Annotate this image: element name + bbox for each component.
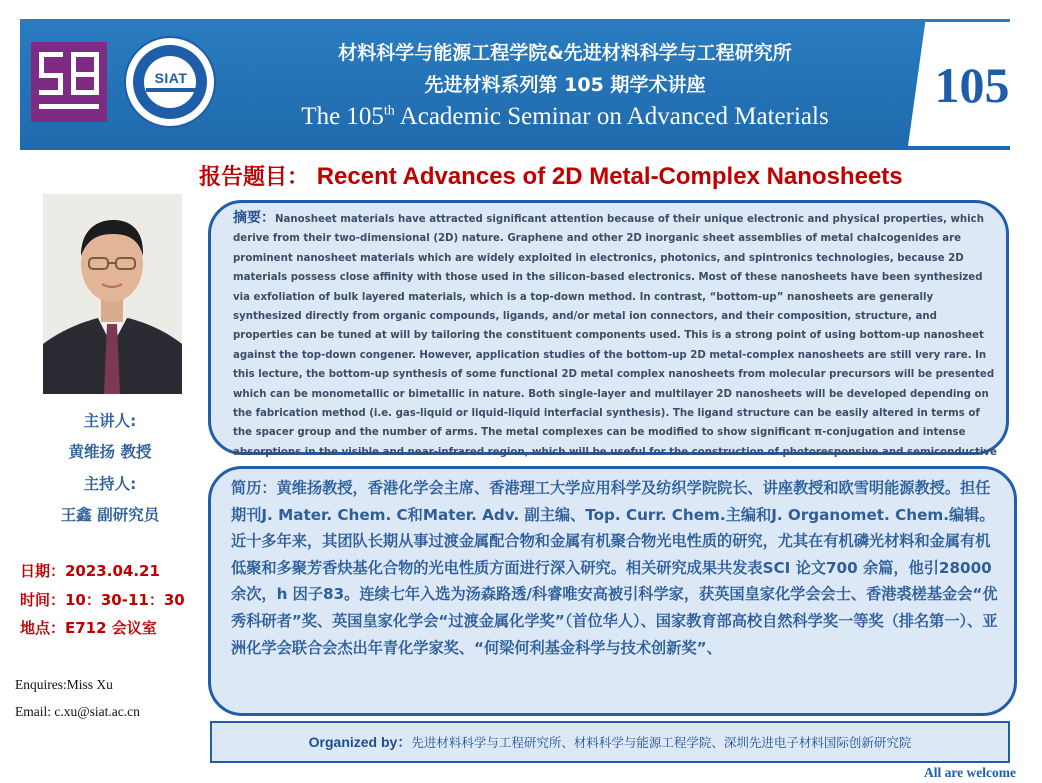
bio-text: 黄维扬教授，香港化学会主席、香港理工大学应用科学及纺织学院院长、讲座教授和欧雪明能源教授。担任期刊J. Mater. Chem. C和Mater. Adv. 副主编、Top. Curr. Chem.主编和J. Organomet. Chem.编辑。近十多年来，其团队长期从事过渡金属配合物和金属有机聚合物光电性质的研究，尤其在有机磷光材料和金属有机低聚和多聚芳香炔基化合物的光电性质方面进行深入研究。相关研究成果共发表SCI 论文700 余篇，他引28000 余次，h 因子83。连续七年入选为汤森路透/科睿唯安高被引科学家，获英国皇家化学会会士、香港裘槎基金会“优秀科研者”奖、英国皇家化学会“过渡金属化学奖”（首位华人）、国家教育部高校自然科学奖一等奖（排名第一）、亚洲化学会联合会杰出年青化学家奖、“何梁何利基金科学与技术创新奖”、 bbox=[231, 479, 998, 657]
enquires-contact: Enquires:Miss Xu bbox=[15, 677, 113, 692]
bio-label: 简历： bbox=[231, 479, 277, 497]
abstract-text: Nanosheet materials have attracted significant attention because of their unique electronic and physical properties, which derive from their two-dimensional (2D) nature. Graphene and other 2D inorganic sheet assemblies of metal chalcogenides are prominent nanosheet materials which are widely exploited in electronics, photonics, and spintronics technologies, because 2D materials possess close affinity with those used in the silicon-based electronics. Most of these nanosheets have been synthesized via exfoliation of bulk layered materials, which is a top-down method. In contrast, “bottom-up” nanosheets are generally synthesized directly from organic compounds, ligands, and/or metal ion connectors, and their composition, structure, and properties can be tuned at will by tailoring the constituent components used. This is a strong point of using bottom-up nanosheet against the top-down congener. However, application studies of the bottom-up 2D metal-complex nanosheets are still very rare. In this lecture, the bottom-up synthesis of some functional 2D metal complex nanosheets from molecular precursors will be presented which can be monometallic or bimetallic in nature. Both single-layer and multilayer 2D nanosheets will be developed depending on the fabrication method (i.e. gas-liquid or liquid-liquid interfacial synthesis). The ligand structure can be easily altered in terms of the spacer group and the number of arms. The metal complexes can be modified to show significant π-conjugation and intense absorptions in the visible and near-infrared region, which will be useful for the construction of photoresponsive and semiconductive bbox=[233, 214, 997, 458]
organizers-text: 先进材料科学与工程研究所、材料科学与能源工程学院、深圳先进电子材料国际创新研究院 bbox=[411, 735, 912, 750]
speaker-photo bbox=[43, 194, 182, 394]
event-date: 日期：2023.04.21 bbox=[20, 562, 160, 580]
host-label: 主持人: bbox=[83, 475, 137, 493]
header-title-en: The 105th Academic Seminar on Advanced Materials bbox=[301, 103, 829, 130]
abstract-box bbox=[208, 200, 1009, 458]
event-location: 地点：E712 会议室 bbox=[20, 619, 157, 637]
seminar-number: 105 bbox=[934, 57, 1010, 113]
abstract-label: 摘要： bbox=[233, 210, 275, 226]
welcome-text: All are welcome bbox=[924, 765, 1016, 780]
event-time: 时间：10：30-11：30 bbox=[20, 591, 185, 609]
siat-logo-text: SIAT bbox=[154, 70, 188, 86]
abstract-text-block bbox=[233, 209, 999, 458]
organizers-box bbox=[210, 721, 1010, 763]
siat-logo bbox=[124, 36, 216, 128]
university-logo bbox=[31, 42, 107, 122]
speaker-label: 主讲人: bbox=[83, 412, 137, 430]
email-contact: Email: c.xu@siat.ac.cn bbox=[15, 704, 140, 719]
report-title bbox=[199, 160, 903, 191]
header-title-cn-1: 材料科学与能源工程学院&先进材料科学与工程研究所 bbox=[338, 42, 792, 64]
report-label: 报告题目： bbox=[199, 165, 310, 190]
bio-text-block bbox=[231, 475, 1003, 711]
host-name: 王鑫 副研究员 bbox=[60, 506, 160, 524]
bio-box bbox=[208, 466, 1017, 716]
report-title-text: Recent Advances of 2D Metal-Complex Nanosheets bbox=[316, 163, 903, 190]
organized-label: Organized by： bbox=[308, 734, 412, 750]
speaker-name: 黄维扬 教授 bbox=[68, 443, 152, 461]
header-title-cn-2: 先进材料系列第 105 期学术讲座 bbox=[424, 74, 706, 96]
